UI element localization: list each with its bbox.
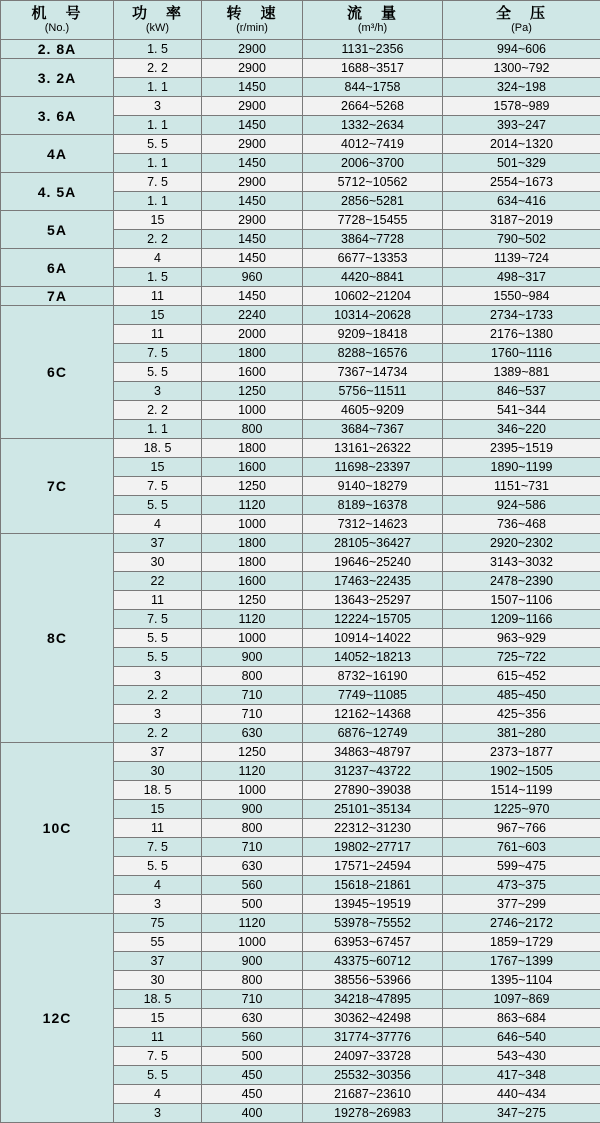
power-cell: 30 (114, 553, 202, 572)
flow-cell: 19646~25240 (303, 553, 443, 572)
pressure-cell: 324~198 (443, 78, 600, 97)
pressure-cell: 1389~881 (443, 363, 600, 382)
column-header-title: 功 率 (114, 5, 201, 22)
speed-cell: 1000 (202, 515, 303, 534)
power-cell: 18. 5 (114, 990, 202, 1009)
pressure-cell: 2395~1519 (443, 439, 600, 458)
speed-cell: 2900 (202, 97, 303, 116)
power-cell: 3 (114, 97, 202, 116)
pressure-cell: 440~434 (443, 1085, 600, 1104)
power-cell: 3 (114, 895, 202, 914)
table-row (1, 59, 600, 78)
pressure-cell: 1097~869 (443, 990, 600, 1009)
flow-cell: 10914~14022 (303, 629, 443, 648)
column-header-unit: (m³/h) (303, 22, 442, 35)
table-header (1, 1, 600, 40)
pressure-cell: 1890~1199 (443, 458, 600, 477)
column-header-title: 全 压 (443, 5, 600, 22)
model-cell: 7C (1, 439, 114, 534)
speed-cell: 450 (202, 1066, 303, 1085)
speed-cell: 450 (202, 1085, 303, 1104)
speed-cell: 1450 (202, 230, 303, 249)
power-cell: 1. 1 (114, 420, 202, 439)
flow-cell: 19278~26983 (303, 1104, 443, 1123)
speed-cell: 1120 (202, 914, 303, 933)
pressure-cell: 381~280 (443, 724, 600, 743)
power-cell: 18. 5 (114, 781, 202, 800)
pressure-cell: 967~766 (443, 819, 600, 838)
speed-cell: 2900 (202, 211, 303, 230)
column-header-unit: (kW) (114, 22, 201, 35)
power-cell: 11 (114, 1028, 202, 1047)
flow-cell: 3864~7728 (303, 230, 443, 249)
speed-cell: 1800 (202, 553, 303, 572)
flow-cell: 13945~19519 (303, 895, 443, 914)
speed-cell: 960 (202, 268, 303, 287)
speed-cell: 710 (202, 838, 303, 857)
power-cell: 4 (114, 515, 202, 534)
pressure-cell: 599~475 (443, 857, 600, 876)
speed-cell: 710 (202, 705, 303, 724)
flow-cell: 19802~27717 (303, 838, 443, 857)
pressure-cell: 417~348 (443, 1066, 600, 1085)
power-cell: 15 (114, 306, 202, 325)
flow-cell: 9140~18279 (303, 477, 443, 496)
flow-cell: 1332~2634 (303, 116, 443, 135)
speed-cell: 1120 (202, 496, 303, 515)
flow-cell: 5712~10562 (303, 173, 443, 192)
power-cell: 75 (114, 914, 202, 933)
speed-cell: 1450 (202, 249, 303, 268)
power-cell: 11 (114, 325, 202, 344)
pressure-cell: 2734~1733 (443, 306, 600, 325)
pressure-cell: 1514~1199 (443, 781, 600, 800)
flow-cell: 30362~42498 (303, 1009, 443, 1028)
power-cell: 18. 5 (114, 439, 202, 458)
speed-cell: 800 (202, 420, 303, 439)
pressure-cell: 541~344 (443, 401, 600, 420)
pressure-cell: 1300~792 (443, 59, 600, 78)
flow-cell: 8288~16576 (303, 344, 443, 363)
table-row (1, 439, 600, 458)
speed-cell: 900 (202, 800, 303, 819)
column-header-2 (202, 1, 303, 40)
speed-cell: 1120 (202, 610, 303, 629)
speed-cell: 400 (202, 1104, 303, 1123)
power-cell: 15 (114, 211, 202, 230)
speed-cell: 800 (202, 667, 303, 686)
flow-cell: 17463~22435 (303, 572, 443, 591)
speed-cell: 900 (202, 648, 303, 667)
pressure-cell: 994~606 (443, 40, 600, 59)
power-cell: 2. 2 (114, 401, 202, 420)
pressure-cell: 1578~989 (443, 97, 600, 116)
flow-cell: 21687~23610 (303, 1085, 443, 1104)
power-cell: 7. 5 (114, 838, 202, 857)
power-cell: 7. 5 (114, 610, 202, 629)
model-cell: 3. 6A (1, 97, 114, 135)
power-cell: 15 (114, 1009, 202, 1028)
speed-cell: 1450 (202, 192, 303, 211)
flow-cell: 7728~15455 (303, 211, 443, 230)
pressure-cell: 2746~2172 (443, 914, 600, 933)
flow-cell: 10602~21204 (303, 287, 443, 306)
power-cell: 5. 5 (114, 1066, 202, 1085)
pressure-cell: 2014~1320 (443, 135, 600, 154)
model-cell: 6A (1, 249, 114, 287)
speed-cell: 630 (202, 724, 303, 743)
flow-cell: 22312~31230 (303, 819, 443, 838)
pressure-cell: 1902~1505 (443, 762, 600, 781)
pressure-cell: 377~299 (443, 895, 600, 914)
column-header-unit: (No.) (1, 22, 113, 35)
pressure-cell: 393~247 (443, 116, 600, 135)
pressure-cell: 1151~731 (443, 477, 600, 496)
speed-cell: 1600 (202, 458, 303, 477)
speed-cell: 1600 (202, 572, 303, 591)
speed-cell: 560 (202, 876, 303, 895)
power-cell: 1. 1 (114, 116, 202, 135)
flow-cell: 8732~16190 (303, 667, 443, 686)
table-row (1, 97, 600, 116)
power-cell: 2. 2 (114, 59, 202, 78)
flow-cell: 6876~12749 (303, 724, 443, 743)
flow-cell: 53978~75552 (303, 914, 443, 933)
model-cell: 4A (1, 135, 114, 173)
flow-cell: 31774~37776 (303, 1028, 443, 1047)
speed-cell: 630 (202, 857, 303, 876)
pressure-cell: 2176~1380 (443, 325, 600, 344)
table-row (1, 135, 600, 154)
power-cell: 1. 1 (114, 78, 202, 97)
pressure-cell: 347~275 (443, 1104, 600, 1123)
power-cell: 37 (114, 534, 202, 553)
table-row (1, 211, 600, 230)
flow-cell: 7312~14623 (303, 515, 443, 534)
column-header-4 (443, 1, 600, 40)
pressure-cell: 646~540 (443, 1028, 600, 1047)
speed-cell: 2900 (202, 40, 303, 59)
power-cell: 7. 5 (114, 1047, 202, 1066)
flow-cell: 14052~18213 (303, 648, 443, 667)
power-cell: 11 (114, 819, 202, 838)
table-row (1, 287, 600, 306)
speed-cell: 800 (202, 819, 303, 838)
speed-cell: 500 (202, 1047, 303, 1066)
speed-cell: 1800 (202, 439, 303, 458)
speed-cell: 1250 (202, 477, 303, 496)
flow-cell: 15618~21861 (303, 876, 443, 895)
power-cell: 7. 5 (114, 344, 202, 363)
power-cell: 2. 2 (114, 686, 202, 705)
flow-cell: 844~1758 (303, 78, 443, 97)
speed-cell: 1450 (202, 287, 303, 306)
pressure-cell: 501~329 (443, 154, 600, 173)
power-cell: 7. 5 (114, 477, 202, 496)
flow-cell: 10314~20628 (303, 306, 443, 325)
power-cell: 30 (114, 971, 202, 990)
flow-cell: 5756~11511 (303, 382, 443, 401)
power-cell: 3 (114, 1104, 202, 1123)
power-cell: 37 (114, 743, 202, 762)
table-row (1, 914, 600, 933)
flow-cell: 4420~8841 (303, 268, 443, 287)
model-cell: 6C (1, 306, 114, 439)
column-header-title: 流 量 (303, 5, 442, 22)
flow-cell: 43375~60712 (303, 952, 443, 971)
pressure-cell: 498~317 (443, 268, 600, 287)
speed-cell: 630 (202, 1009, 303, 1028)
flow-cell: 13643~25297 (303, 591, 443, 610)
power-cell: 30 (114, 762, 202, 781)
power-cell: 5. 5 (114, 857, 202, 876)
column-header-3 (303, 1, 443, 40)
power-cell: 1. 5 (114, 40, 202, 59)
flow-cell: 31237~43722 (303, 762, 443, 781)
pressure-cell: 2373~1877 (443, 743, 600, 762)
speed-cell: 1000 (202, 401, 303, 420)
speed-cell: 2000 (202, 325, 303, 344)
power-cell: 55 (114, 933, 202, 952)
flow-cell: 25532~30356 (303, 1066, 443, 1085)
flow-cell: 4012~7419 (303, 135, 443, 154)
pressure-cell: 346~220 (443, 420, 600, 439)
flow-cell: 1131~2356 (303, 40, 443, 59)
power-cell: 11 (114, 287, 202, 306)
table-row (1, 534, 600, 553)
flow-cell: 6677~13353 (303, 249, 443, 268)
speed-cell: 900 (202, 952, 303, 971)
flow-cell: 34863~48797 (303, 743, 443, 762)
speed-cell: 1800 (202, 344, 303, 363)
model-cell: 7A (1, 287, 114, 306)
model-cell: 5A (1, 211, 114, 249)
pressure-cell: 425~356 (443, 705, 600, 724)
speed-cell: 1450 (202, 78, 303, 97)
speed-cell: 2900 (202, 59, 303, 78)
power-cell: 4 (114, 1085, 202, 1104)
power-cell: 15 (114, 800, 202, 819)
flow-cell: 2664~5268 (303, 97, 443, 116)
flow-cell: 12224~15705 (303, 610, 443, 629)
table-row (1, 40, 600, 59)
flow-cell: 9209~18418 (303, 325, 443, 344)
model-cell: 12C (1, 914, 114, 1123)
speed-cell: 1250 (202, 382, 303, 401)
table-row (1, 173, 600, 192)
flow-cell: 7749~11085 (303, 686, 443, 705)
pressure-cell: 924~586 (443, 496, 600, 515)
speed-cell: 1250 (202, 591, 303, 610)
flow-cell: 63953~67457 (303, 933, 443, 952)
flow-cell: 27890~39038 (303, 781, 443, 800)
speed-cell: 1000 (202, 933, 303, 952)
pressure-cell: 863~684 (443, 1009, 600, 1028)
pressure-cell: 2554~1673 (443, 173, 600, 192)
power-cell: 3 (114, 667, 202, 686)
power-cell: 7. 5 (114, 173, 202, 192)
pressure-cell: 725~722 (443, 648, 600, 667)
flow-cell: 2856~5281 (303, 192, 443, 211)
pressure-cell: 846~537 (443, 382, 600, 401)
power-cell: 5. 5 (114, 135, 202, 154)
pressure-cell: 963~929 (443, 629, 600, 648)
speed-cell: 1450 (202, 116, 303, 135)
speed-cell: 1800 (202, 534, 303, 553)
power-cell: 2. 2 (114, 724, 202, 743)
flow-cell: 8189~16378 (303, 496, 443, 515)
column-header-title: 转 速 (202, 5, 302, 22)
power-cell: 5. 5 (114, 648, 202, 667)
flow-cell: 1688~3517 (303, 59, 443, 78)
table-row (1, 249, 600, 268)
pressure-cell: 1209~1166 (443, 610, 600, 629)
column-header-title: 机 号 (1, 5, 113, 22)
pressure-cell: 1859~1729 (443, 933, 600, 952)
model-cell: 2. 8A (1, 40, 114, 59)
flow-cell: 12162~14368 (303, 705, 443, 724)
table-row (1, 743, 600, 762)
pressure-cell: 1139~724 (443, 249, 600, 268)
model-cell: 10C (1, 743, 114, 914)
power-cell: 2. 2 (114, 230, 202, 249)
power-cell: 37 (114, 952, 202, 971)
speed-cell: 2900 (202, 135, 303, 154)
column-header-unit: (r/min) (202, 22, 302, 35)
power-cell: 3 (114, 382, 202, 401)
model-cell: 3. 2A (1, 59, 114, 97)
column-header-0 (1, 1, 114, 40)
power-cell: 5. 5 (114, 363, 202, 382)
power-cell: 11 (114, 591, 202, 610)
pressure-cell: 1507~1106 (443, 591, 600, 610)
pressure-cell: 2478~2390 (443, 572, 600, 591)
pressure-cell: 543~430 (443, 1047, 600, 1066)
pressure-cell: 1395~1104 (443, 971, 600, 990)
pressure-cell: 485~450 (443, 686, 600, 705)
pressure-cell: 634~416 (443, 192, 600, 211)
flow-cell: 17571~24594 (303, 857, 443, 876)
model-cell: 4. 5A (1, 173, 114, 211)
speed-cell: 1000 (202, 781, 303, 800)
pressure-cell: 761~603 (443, 838, 600, 857)
pressure-cell: 1225~970 (443, 800, 600, 819)
pressure-cell: 1767~1399 (443, 952, 600, 971)
pressure-cell: 1760~1116 (443, 344, 600, 363)
flow-cell: 34218~47895 (303, 990, 443, 1009)
flow-cell: 25101~35134 (303, 800, 443, 819)
flow-cell: 7367~14734 (303, 363, 443, 382)
pressure-cell: 3187~2019 (443, 211, 600, 230)
flow-cell: 3684~7367 (303, 420, 443, 439)
pressure-cell: 473~375 (443, 876, 600, 895)
speed-cell: 2240 (202, 306, 303, 325)
flow-cell: 24097~33728 (303, 1047, 443, 1066)
model-cell: 8C (1, 534, 114, 743)
table-body (1, 40, 600, 1123)
pressure-cell: 790~502 (443, 230, 600, 249)
header-row (1, 1, 600, 40)
speed-cell: 800 (202, 971, 303, 990)
column-header-1 (114, 1, 202, 40)
pressure-cell: 736~468 (443, 515, 600, 534)
speed-cell: 1600 (202, 363, 303, 382)
pressure-cell: 3143~3032 (443, 553, 600, 572)
flow-cell: 13161~26322 (303, 439, 443, 458)
speed-cell: 1250 (202, 743, 303, 762)
table-row (1, 306, 600, 325)
power-cell: 1. 5 (114, 268, 202, 287)
power-cell: 1. 1 (114, 192, 202, 211)
power-cell: 4 (114, 876, 202, 895)
speed-cell: 2900 (202, 173, 303, 192)
speed-cell: 710 (202, 686, 303, 705)
flow-cell: 4605~9209 (303, 401, 443, 420)
flow-cell: 2006~3700 (303, 154, 443, 173)
flow-cell: 11698~23397 (303, 458, 443, 477)
speed-cell: 1120 (202, 762, 303, 781)
flow-cell: 28105~36427 (303, 534, 443, 553)
power-cell: 4 (114, 249, 202, 268)
pressure-cell: 615~452 (443, 667, 600, 686)
power-cell: 5. 5 (114, 496, 202, 515)
power-cell: 15 (114, 458, 202, 477)
column-header-unit: (Pa) (443, 22, 600, 35)
speed-cell: 500 (202, 895, 303, 914)
pressure-cell: 2920~2302 (443, 534, 600, 553)
speed-cell: 1450 (202, 154, 303, 173)
speed-cell: 710 (202, 990, 303, 1009)
power-cell: 1. 1 (114, 154, 202, 173)
power-cell: 3 (114, 705, 202, 724)
pressure-cell: 1550~984 (443, 287, 600, 306)
power-cell: 22 (114, 572, 202, 591)
speed-cell: 560 (202, 1028, 303, 1047)
power-cell: 5. 5 (114, 629, 202, 648)
flow-cell: 38556~53966 (303, 971, 443, 990)
speed-cell: 1000 (202, 629, 303, 648)
